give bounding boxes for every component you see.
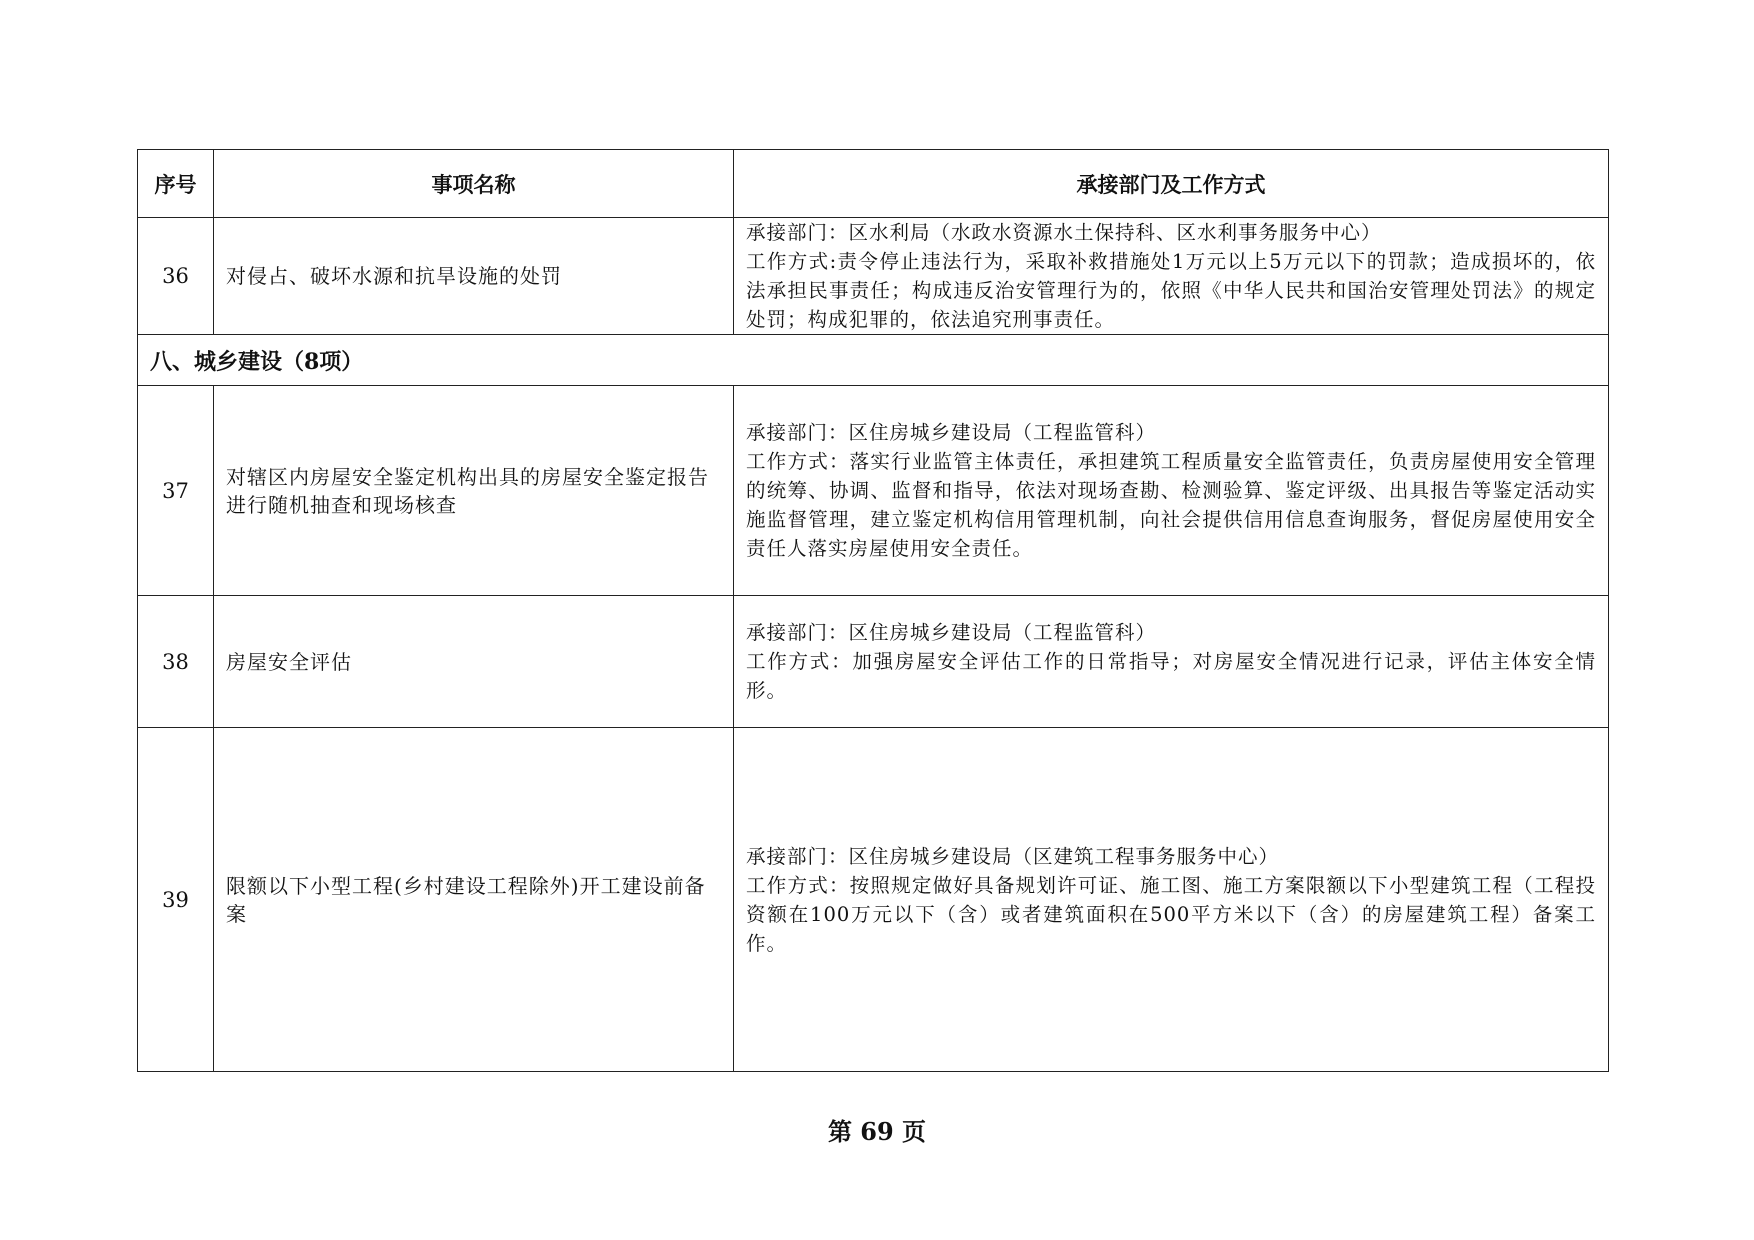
section-row (138, 335, 1609, 386)
method-text: 工作方式：落实行业监管主体责任，承担建筑工程质量安全监管责任，负责房屋使用安全管理的统筹、协调、监督和指导，依法对现场查勘、检测验算、鉴定评级、出具报告等鉴定活动实施监督管理，建立鉴定机构信用管理机制，向社会提供信用信息查询服务，督促房屋使用安全责任人落实房屋使用安全责任。 (746, 450, 1596, 560)
row-number: 36 (138, 218, 214, 335)
header-name: 事项名称 (214, 150, 734, 218)
table-row (138, 728, 1609, 1072)
item-name: 对辖区内房屋安全鉴定机构出具的房屋安全鉴定报告进行随机抽查和现场核查 (214, 386, 734, 596)
method-text: 工作方式:责令停止违法行为，采取补救措施处1万元以上5万元以下的罚款；造成损坏的，依法承担民事责任；构成违反治安管理行为的，依照《中华人民共和国治安管理处罚法》的规定处罚；构成犯罪的，依法追究刑事责任。 (746, 250, 1596, 331)
dept-and-method (734, 386, 1609, 596)
header-num: 序号 (138, 150, 214, 218)
item-name: 对侵占、破坏水源和抗旱设施的处罚 (214, 218, 734, 335)
page-number: 第 69 页 (827, 1117, 927, 1146)
row-number: 39 (138, 728, 214, 1072)
dept-text: 承接部门：区住房城乡建设局（工程监管科） (746, 421, 1157, 444)
row-number: 38 (138, 596, 214, 728)
table-row (138, 218, 1609, 335)
method-text: 工作方式：按照规定做好具备规划许可证、施工图、施工方案限额以下小型建筑工程（工程投资额在100万元以下（含）或者建筑面积在500平方米以下（含）的房屋建筑工程）备案工作。 (746, 873, 1596, 955)
method-text: 工作方式：加强房屋安全评估工作的日常指导；对房屋安全情况进行记录，评估主体安全情形。 (746, 650, 1596, 702)
table-row (138, 386, 1609, 596)
dept-and-method (734, 728, 1609, 1072)
dept-text: 承接部门：区住房城乡建设局（区建筑工程事务服务中心） (746, 844, 1280, 868)
dept-text: 承接部门：区水利局（水政水资源水土保持科、区水利事务服务中心） (746, 221, 1382, 244)
items-table (137, 149, 1609, 1072)
dept-and-method (734, 596, 1609, 728)
item-name: 房屋安全评估 (214, 596, 734, 728)
row-number: 37 (138, 386, 214, 596)
dept-text: 承接部门：区住房城乡建设局（工程监管科） (746, 621, 1157, 644)
item-name: 限额以下小型工程(乡村建设工程除外)开工建设前备案 (214, 728, 734, 1072)
header-method: 承接部门及工作方式 (734, 150, 1609, 218)
table-row (138, 596, 1609, 728)
section-title: 八、城乡建设（8项） (138, 335, 1609, 386)
dept-and-method (734, 218, 1609, 335)
table-header-row (138, 150, 1609, 218)
